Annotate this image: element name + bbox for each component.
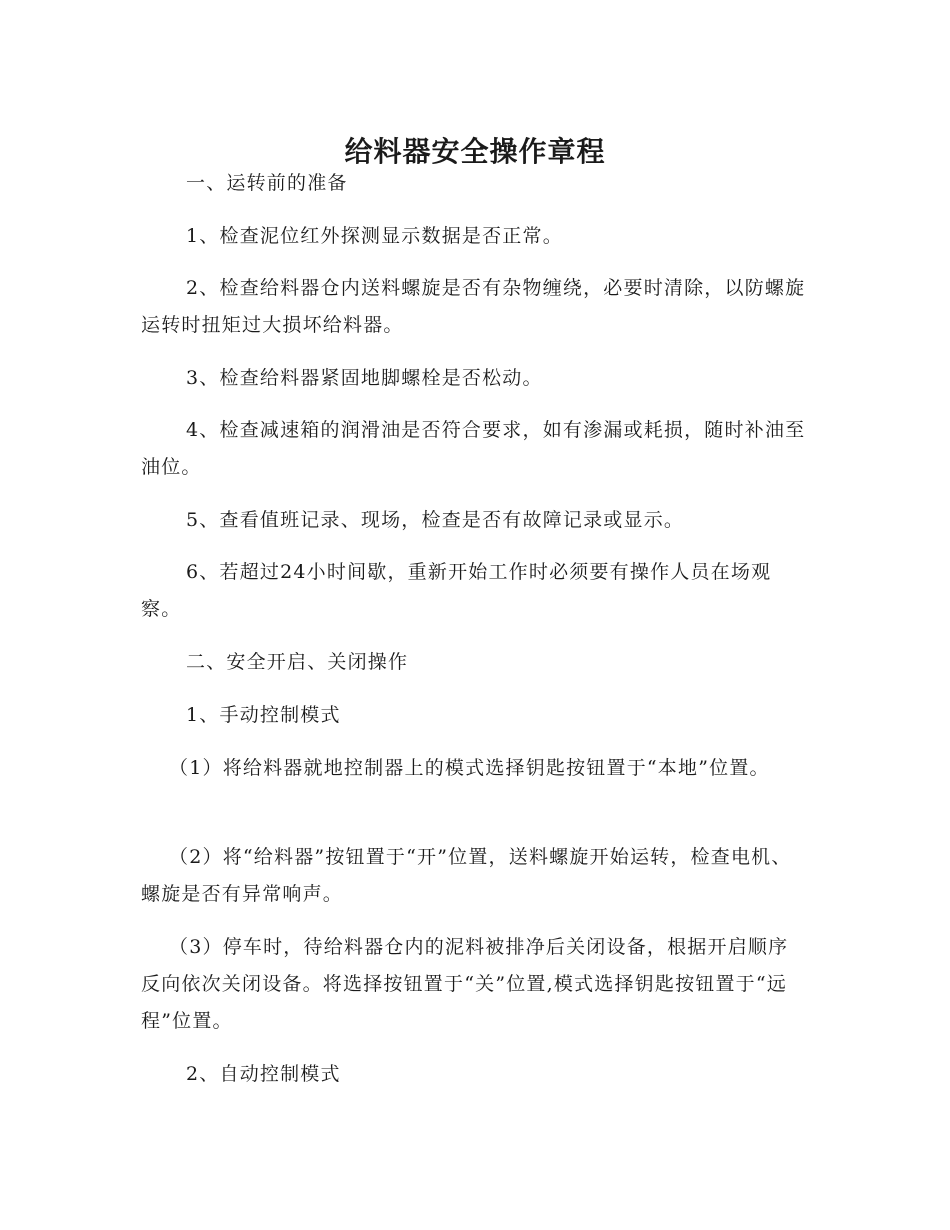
paragraph-step-2: （2）将“给料器”按钮置于“开”位置，送料螺旋开始运转，检查电机、螺旋是否有异常响声。 [141,846,792,905]
section-heading-preparation: 一、运转前的准备 [186,172,348,194]
paragraph-item-5: 5、查看值班记录、现场，检查是否有故障记录或显示。 [186,509,685,531]
subsection-heading-automatic: 2、自动控制模式 [186,1063,341,1085]
paragraph-item-4: 4、检查减速箱的润滑油是否符合要求，如有渗漏或耗损，随时补油至油位。 [141,419,806,478]
section-heading-operation: 二、安全开启、关闭操作 [186,651,409,673]
subsection-heading-manual: 1、手动控制模式 [186,704,341,726]
paragraph-step-3: （3）停车时，待给料器仓内的泥料被排净后关闭设备，根据开启顺序反向依次关闭设备。将选择按钮置于“关”位置,模式选择钥匙按钮置于“远程”位置。 [141,936,789,1032]
paragraph-item-3: 3、检查给料器紧固地脚螺栓是否松动。 [186,367,543,389]
paragraph-item-2: 2、检查给料器仓内送料螺旋是否有杂物缠绕，必要时清除，以防螺旋运转时扭矩过大损坏给料器。 [141,277,806,336]
paragraph-step-1: （1）将给料器就地控制器上的模式选择钥匙按钮置于“本地”位置。 [169,757,770,779]
paragraph-item-6: 6、若超过24小时间歇，重新开始工作时必须要有操作人员在场观察。 [141,561,772,620]
paragraph-item-1: 1、检查泥位红外探测显示数据是否正常。 [186,225,563,247]
document-title: 给料器安全操作章程 [344,134,606,168]
